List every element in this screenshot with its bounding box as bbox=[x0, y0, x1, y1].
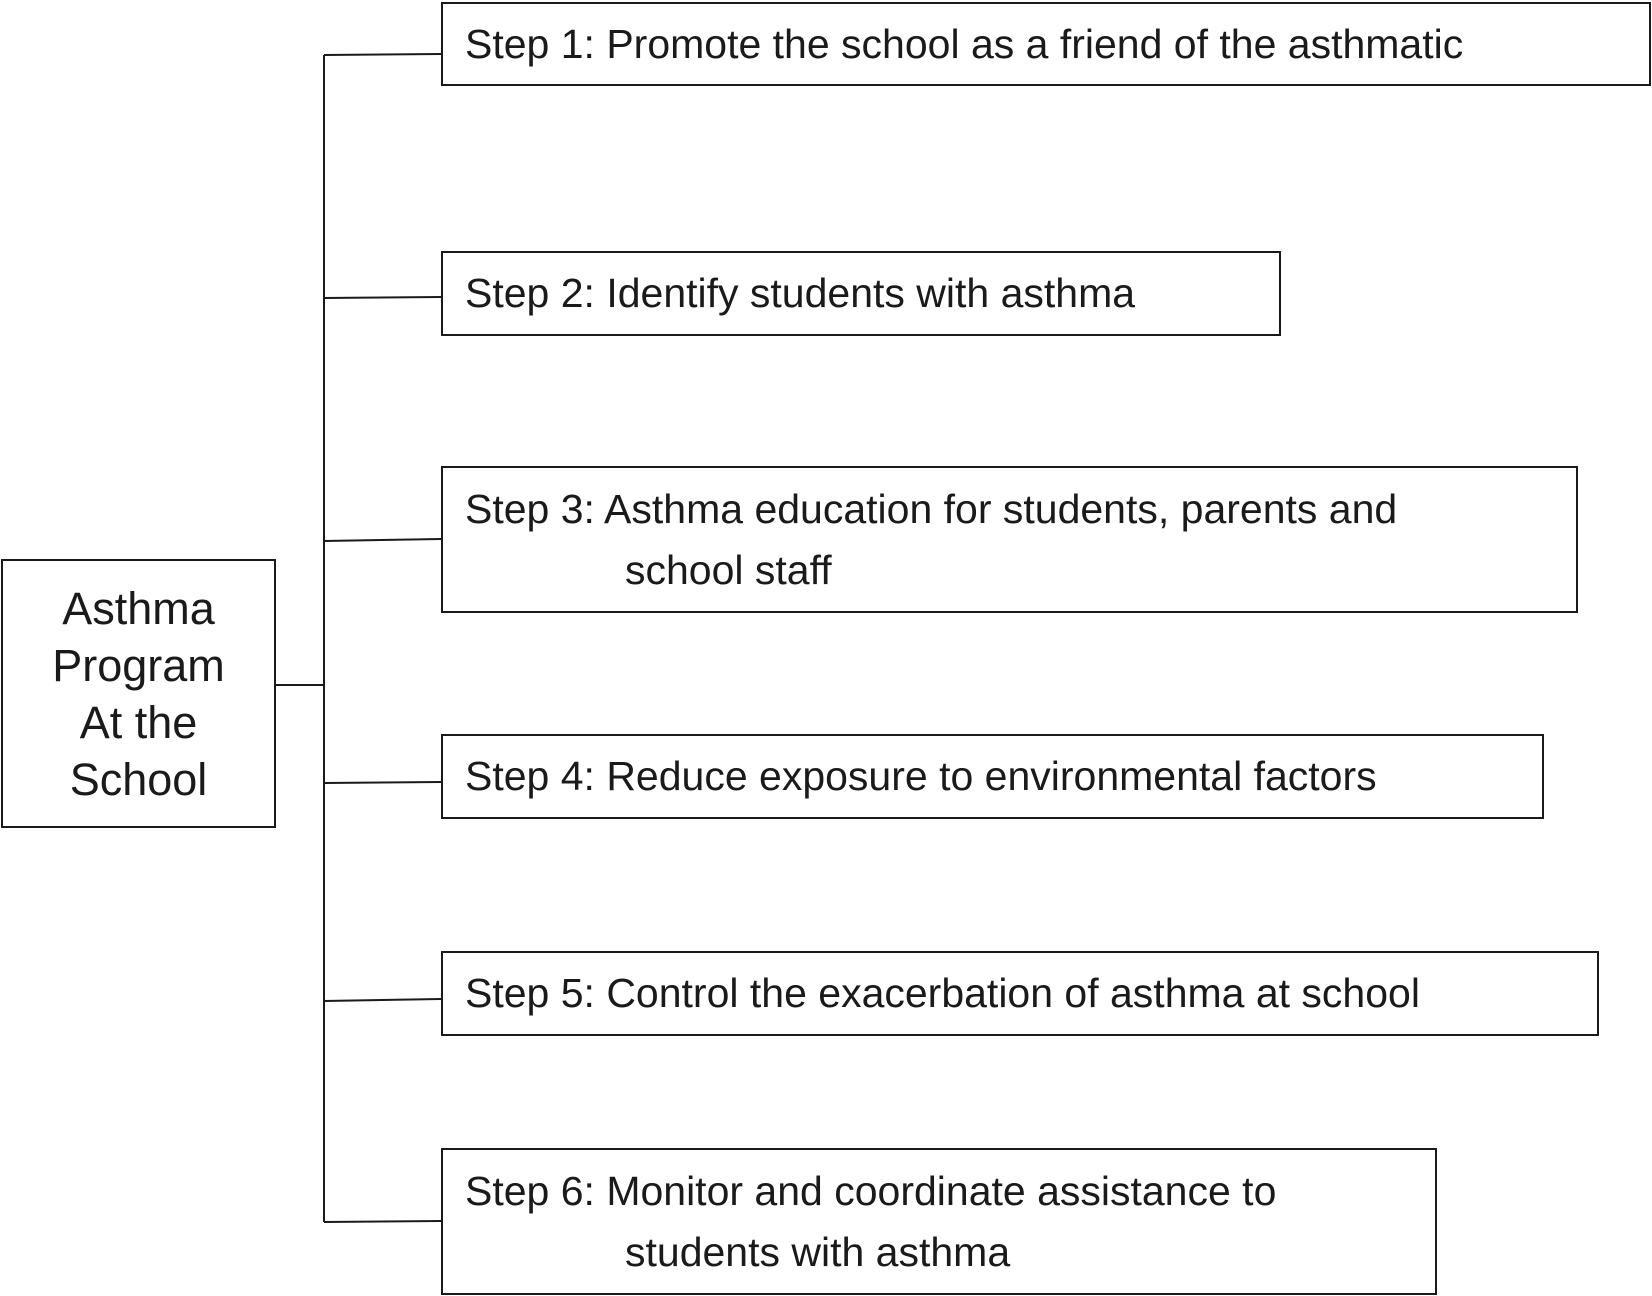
root-label-line: Asthma bbox=[62, 582, 215, 634]
branch-step-2 bbox=[324, 297, 441, 298]
step-3-label: Step 3: Asthma education for students, parents and bbox=[465, 485, 1398, 532]
branch-step-6 bbox=[324, 1221, 441, 1222]
step-2-node bbox=[441, 251, 1281, 336]
root-node-asthma-program bbox=[1, 559, 276, 828]
step-6-node bbox=[441, 1148, 1437, 1295]
step-6-label-continued: students with asthma bbox=[625, 1228, 1011, 1275]
branch-step-1 bbox=[324, 54, 441, 55]
root-label-line: At the bbox=[79, 696, 198, 748]
step-5-label: Step 5: Control the exacerbation of asthma at school bbox=[465, 970, 1420, 1016]
step-1-node bbox=[441, 2, 1651, 86]
root-label-line: School bbox=[69, 753, 208, 805]
step-4-label: Step 4: Reduce exposure to environmental factors bbox=[465, 753, 1377, 799]
step-6-label: Step 6: Monitor and coordinate assistance to bbox=[465, 1167, 1277, 1214]
step-4-node bbox=[441, 734, 1544, 819]
branch-step-3 bbox=[324, 539, 441, 541]
branch-step-4 bbox=[324, 782, 441, 783]
step-3-label-continued: school staff bbox=[625, 546, 832, 593]
step-1-label: Step 1: Promote the school as a friend of the asthmatic bbox=[465, 20, 1464, 67]
branch-step-5 bbox=[324, 999, 441, 1001]
root-label-line: Program bbox=[52, 639, 225, 691]
step-5-node bbox=[441, 951, 1599, 1036]
step-2-label: Step 2: Identify students with asthma bbox=[465, 270, 1136, 316]
step-3-node bbox=[441, 466, 1578, 613]
